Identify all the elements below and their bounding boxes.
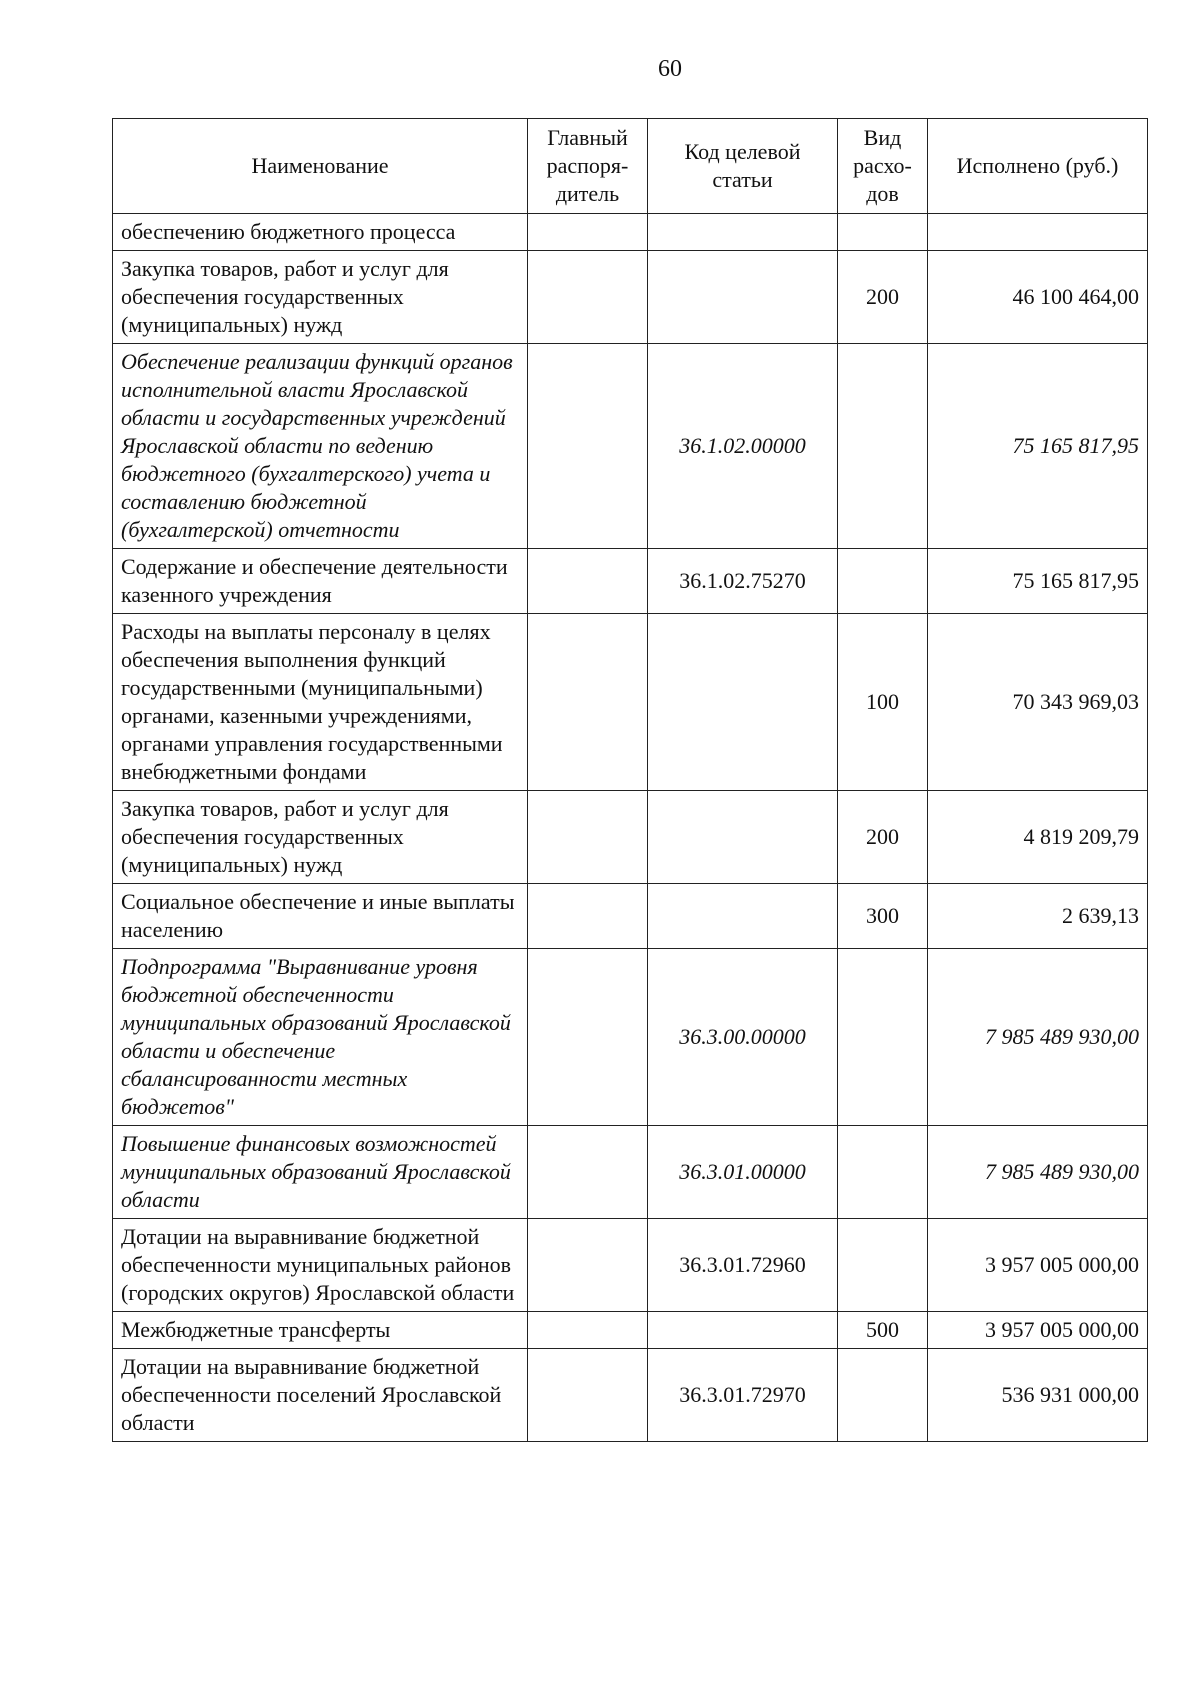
table-row [113,949,1148,1126]
row-expense-type [838,549,928,614]
row-amount: 46 100 464,00 [928,251,1148,344]
row-amount: 75 165 817,95 [928,344,1148,549]
row-amount: 7 985 489 930,00 [928,949,1148,1126]
row-expense-type [838,949,928,1126]
row-name: Дотации на выравнивание бюджетной обеспеченности муниципальных районов (городских округов) Ярославской области [113,1219,528,1312]
row-main-manager [528,251,648,344]
row-amount: 7 985 489 930,00 [928,1126,1148,1219]
row-expense-type [838,1349,928,1442]
row-main-manager [528,1349,648,1442]
row-main-manager [528,549,648,614]
row-target-code [648,791,838,884]
row-expense-type: 200 [838,251,928,344]
row-expense-type: 200 [838,791,928,884]
row-expense-type: 500 [838,1312,928,1349]
row-main-manager [528,1126,648,1219]
header-expense-type: Вид расхо-дов [838,119,928,214]
row-target-code [648,614,838,791]
header-target-code: Код целевой статьи [648,119,838,214]
row-expense-type: 300 [838,884,928,949]
row-name: Закупка товаров, работ и услуг для обеспечения государственных (муниципальных) нужд [113,791,528,884]
row-name: Дотации на выравнивание бюджетной обеспеченности поселений Ярославской области [113,1349,528,1442]
table-row [113,344,1148,549]
header-name: Наименование [113,119,528,214]
row-name: Социальное обеспечение и иные выплаты населению [113,884,528,949]
row-amount: 75 165 817,95 [928,549,1148,614]
table-row [113,791,1148,884]
header-executed: Исполнено (руб.) [928,119,1148,214]
row-target-code: 36.1.02.75270 [648,549,838,614]
row-main-manager [528,344,648,549]
row-main-manager [528,884,648,949]
row-target-code: 36.1.02.00000 [648,344,838,549]
budget-table [112,118,1148,1442]
row-amount: 2 639,13 [928,884,1148,949]
row-target-code [648,884,838,949]
row-amount: 70 343 969,03 [928,614,1148,791]
row-amount: 3 957 005 000,00 [928,1312,1148,1349]
row-target-code: 36.3.01.00000 [648,1126,838,1219]
row-main-manager [528,214,648,251]
row-name: Межбюджетные трансферты [113,1312,528,1349]
row-name: Подпрограмма "Выравнивание уровня бюджетной обеспеченности муниципальных образований Ярославской области и обеспечение сбалансированности местных бюджетов" [113,949,528,1126]
row-expense-type: 100 [838,614,928,791]
table-row [113,1312,1148,1349]
row-main-manager [528,949,648,1126]
row-target-code [648,214,838,251]
row-target-code: 36.3.01.72970 [648,1349,838,1442]
row-target-code [648,251,838,344]
row-expense-type [838,1219,928,1312]
table-row [113,1219,1148,1312]
row-name: Закупка товаров, работ и услуг для обеспечения государственных (муниципальных) нужд [113,251,528,344]
page-number: 60 [658,56,682,82]
row-expense-type [838,344,928,549]
row-main-manager [528,791,648,884]
row-name: Содержание и обеспечение деятельности казенного учреждения [113,549,528,614]
row-amount [928,214,1148,251]
row-name: обеспечению бюджетного процесса [113,214,528,251]
row-name: Повышение финансовых возможностей муниципальных образований Ярославской области [113,1126,528,1219]
table-row [113,1349,1148,1442]
table-row [113,549,1148,614]
row-amount: 4 819 209,79 [928,791,1148,884]
row-main-manager [528,1312,648,1349]
row-main-manager [528,1219,648,1312]
table-row [113,251,1148,344]
table-row [113,214,1148,251]
table-row [113,614,1148,791]
row-expense-type [838,214,928,251]
row-main-manager [528,614,648,791]
table-row [113,1126,1148,1219]
row-name: Расходы на выплаты персоналу в целях обеспечения выполнения функций государственными (муниципальными) органами, казенными учреждениями, органами управления государственными внебюджетными фондами [113,614,528,791]
row-amount: 536 931 000,00 [928,1349,1148,1442]
row-target-code: 36.3.01.72960 [648,1219,838,1312]
header-main-manager: Главный распоря-дитель [528,119,648,214]
row-name: Обеспечение реализации функций органов исполнительной власти Ярославской области и государственных учреждений Ярославской области по ведению бюджетного (бухгалтерского) учета и составлению бюджетной (бухгалтерской) отчетности [113,344,528,549]
row-expense-type [838,1126,928,1219]
row-target-code: 36.3.00.00000 [648,949,838,1126]
table-header-row [113,119,1148,214]
row-amount: 3 957 005 000,00 [928,1219,1148,1312]
table-row [113,884,1148,949]
row-target-code [648,1312,838,1349]
